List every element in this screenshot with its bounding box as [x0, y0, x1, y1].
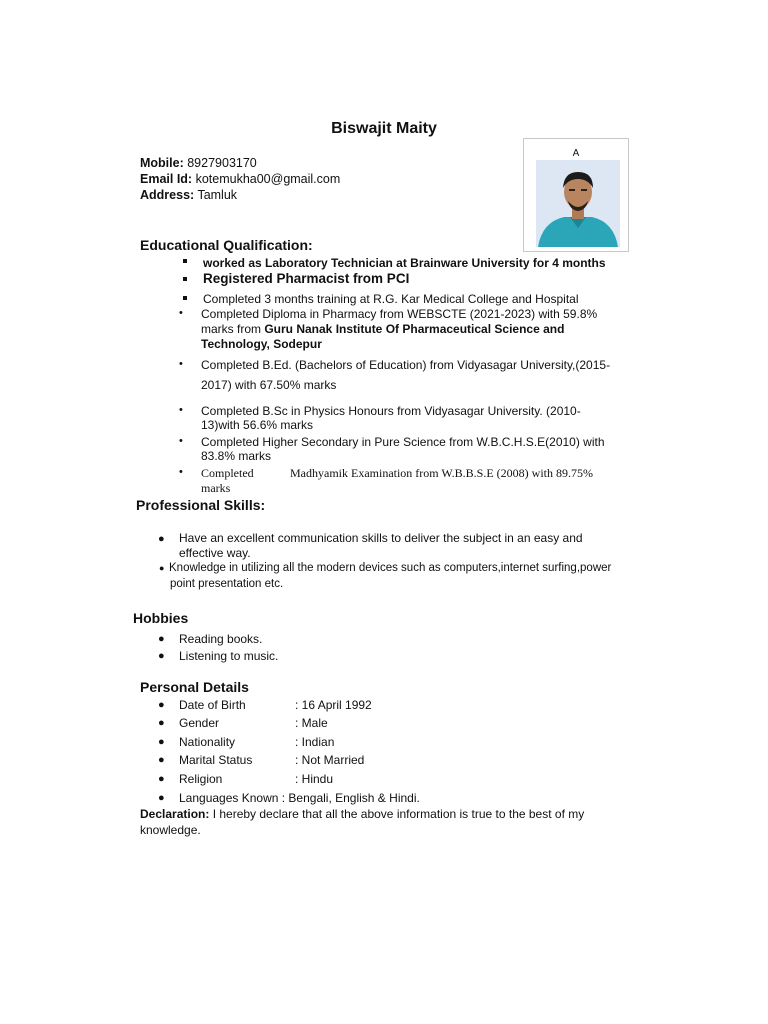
bullet-icon: •: [179, 358, 183, 370]
bullet-icon: •: [179, 307, 183, 319]
email-line: [140, 171, 340, 187]
photo-caption: A: [572, 148, 580, 159]
education-item-line: [201, 322, 564, 337]
languages-text: Languages Known : Bengali, English & Hindi.: [179, 791, 420, 805]
declaration-text: I hereby declare that all the above information is true to the best of my: [209, 807, 585, 821]
nationality-value: : Indian: [295, 735, 335, 749]
address-value: Tamluk: [197, 188, 238, 202]
mobile-value: 8927903170: [187, 156, 257, 170]
address-label: Address:: [140, 188, 195, 202]
marital-value: : Not Married: [295, 753, 365, 767]
education-heading: Educational Qualification:: [140, 237, 313, 253]
square-bullet-icon: [183, 277, 187, 281]
mobile-line: [140, 155, 257, 171]
education-item-line: marks: [201, 481, 231, 495]
bullet-icon: •: [179, 404, 183, 416]
email-value: kotemukha00@gmail.com: [195, 172, 341, 186]
bullet-icon: •: [179, 466, 183, 478]
dob-label: Date of Birth: [179, 698, 246, 712]
education-item-word: Completed: [201, 466, 254, 480]
education-item-line: Completed Higher Secondary in Pure Science from W.B.C.H.S.E(2010) with: [201, 435, 605, 449]
institute-name-cont: Technology, Sodepur: [201, 337, 322, 351]
person-portrait-icon: [536, 160, 620, 247]
education-item: Registered Pharmacist from PCI: [203, 271, 410, 286]
bullet-icon: ●: [158, 717, 165, 729]
bullet-icon: ●: [158, 736, 165, 748]
skills-heading: Professional Skills:: [136, 497, 266, 513]
marital-label: Marital Status: [179, 753, 253, 767]
declaration-label: Declaration:: [140, 807, 210, 821]
education-item-line: 2017) with 67.50% marks: [201, 378, 337, 392]
bullet-icon: ●: [158, 650, 165, 662]
profile-photo: [536, 160, 620, 247]
institute-name: Guru Nanak Institute Of Pharmaceutical Science and: [264, 322, 565, 336]
bullet-icon: •: [179, 435, 183, 447]
education-item-line: Completed Diploma in Pharmacy from WEBSCTE (2021-2023) with 59.8%: [201, 307, 598, 321]
religion-value: : Hindu: [295, 772, 334, 786]
bullet-icon: ●: [158, 792, 165, 804]
bullet-icon: ●: [158, 533, 165, 545]
bullet-icon: ●: [158, 633, 165, 645]
hobby-item: Listening to music.: [179, 649, 279, 663]
religion-label: Religion: [179, 772, 223, 786]
mobile-label: Mobile:: [140, 156, 184, 170]
profile-photo-frame: [523, 138, 629, 252]
square-bullet-icon: [183, 259, 187, 263]
hobbies-heading: Hobbies: [133, 610, 189, 626]
gender-label: Gender: [179, 716, 220, 730]
bullet-icon: ●: [158, 773, 165, 785]
skills-item-line: Have an excellent communication skills to deliver the subject in an easy and: [179, 531, 583, 545]
education-item: worked as Laboratory Technician at Brainware University for 4 months: [203, 256, 606, 270]
declaration-line: [140, 807, 584, 822]
square-bullet-icon: [183, 296, 187, 300]
hobby-item: Reading books.: [179, 632, 263, 646]
education-item: Completed 3 months training at R.G. Kar Medical College and Hospital: [203, 292, 579, 306]
personal-heading: Personal Details: [140, 679, 249, 695]
address-line: [140, 187, 237, 203]
education-item-line: Madhyamik Examination from W.B.B.S.E (2008) with 89.75%: [290, 466, 593, 480]
skills-item-line: effective way.: [179, 546, 251, 560]
resume-name: Biswajit Maity: [331, 120, 437, 137]
education-item-line: 83.8% marks: [201, 449, 272, 463]
education-item-line: Completed B.Ed. (Bachelors of Education) from Vidyasagar University,(2015-: [201, 358, 611, 372]
education-item-line: 13)with 56.6% marks: [201, 418, 314, 432]
email-label: Email Id:: [140, 172, 193, 186]
education-item-text: marks from: [201, 322, 265, 336]
bullet-icon: ●: [158, 754, 165, 766]
dob-value: : 16 April 1992: [295, 698, 372, 712]
bullet-icon: ●: [159, 563, 165, 573]
skills-item-line: Knowledge in utilizing all the modern devices such as computers,internet surfing,power: [169, 562, 612, 574]
nationality-label: Nationality: [179, 735, 236, 749]
skills-item-line: point presentation etc.: [170, 578, 284, 590]
gender-value: : Male: [295, 716, 328, 730]
bullet-icon: ●: [158, 699, 165, 711]
declaration-line-2: knowledge.: [140, 823, 201, 837]
education-item-line: Completed B.Sc in Physics Honours from Vidyasagar University. (2010-: [201, 404, 581, 418]
